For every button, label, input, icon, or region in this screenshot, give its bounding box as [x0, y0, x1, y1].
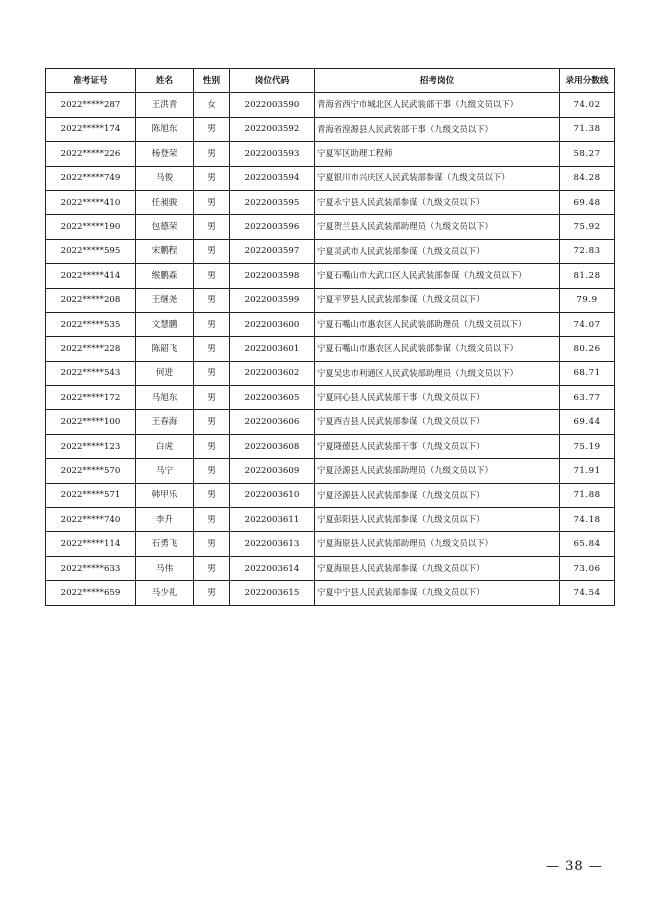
- cell-score: 71.91: [560, 459, 615, 483]
- table-row: [46, 288, 615, 312]
- cell-exam-id: 2022*****123: [46, 434, 136, 458]
- table-row: [46, 410, 615, 434]
- table-row: [46, 264, 615, 288]
- cell-name: 任昶骏: [136, 190, 194, 214]
- cell-name: 马俊: [136, 166, 194, 190]
- cell-name: 白虎: [136, 434, 194, 458]
- table-row: [46, 142, 615, 166]
- cell-post-code: 2022003595: [230, 190, 315, 214]
- cell-gender: 男: [194, 264, 230, 288]
- cell-post: 青海省湟源县人民武装部干事（九级文员以下）: [315, 117, 560, 141]
- cell-post: 宁夏石嘴山市惠农区人民武装部参谋（九级文员以下）: [315, 337, 560, 361]
- cell-score: 74.02: [560, 93, 615, 117]
- cell-score: 71.38: [560, 117, 615, 141]
- page-number: — 38 —: [546, 859, 603, 874]
- cell-exam-id: 2022*****226: [46, 142, 136, 166]
- cell-score: 63.77: [560, 386, 615, 410]
- table-row: [46, 239, 615, 263]
- cell-gender: 男: [194, 239, 230, 263]
- cell-score: 58.27: [560, 142, 615, 166]
- cell-gender: 男: [194, 312, 230, 336]
- cell-exam-id: 2022*****228: [46, 337, 136, 361]
- cell-gender: 男: [194, 410, 230, 434]
- cell-post: 宁夏中宁县人民武装部参谋（九级文员以下）: [315, 581, 560, 605]
- cell-score: 84.28: [560, 166, 615, 190]
- cell-post-code: 2022003594: [230, 166, 315, 190]
- cell-gender: 女: [194, 93, 230, 117]
- cell-post-code: 2022003598: [230, 264, 315, 288]
- table-row: [46, 312, 615, 336]
- table-row: [46, 361, 615, 385]
- cell-gender: 男: [194, 117, 230, 141]
- cell-post-code: 2022003599: [230, 288, 315, 312]
- cell-name: 马宁: [136, 459, 194, 483]
- cell-name: 马伟: [136, 556, 194, 580]
- table-row: [46, 117, 615, 141]
- cell-exam-id: 2022*****633: [46, 556, 136, 580]
- cell-score: 75.92: [560, 215, 615, 239]
- cell-post: 宁夏银川市兴庆区人民武装部参谋（九级文员以下）: [315, 166, 560, 190]
- cell-post-code: 2022003596: [230, 215, 315, 239]
- cell-score: 68.71: [560, 361, 615, 385]
- cell-post: 宁夏同心县人民武装部干事（九级文员以下）: [315, 386, 560, 410]
- cell-post: 宁夏石嘴山市大武口区人民武装部参谋（九级文员以下）: [315, 264, 560, 288]
- header-post-code: 岗位代码: [230, 69, 315, 93]
- cell-post-code: 2022003611: [230, 508, 315, 532]
- cell-score: 80.26: [560, 337, 615, 361]
- cell-exam-id: 2022*****535: [46, 312, 136, 336]
- cell-post-code: 2022003597: [230, 239, 315, 263]
- cell-gender: 男: [194, 288, 230, 312]
- cell-name: 韩甲乐: [136, 483, 194, 507]
- table-row: [46, 581, 615, 605]
- cell-gender: 男: [194, 386, 230, 410]
- cell-exam-id: 2022*****287: [46, 93, 136, 117]
- cell-score: 75.19: [560, 434, 615, 458]
- cell-name: 马少礼: [136, 581, 194, 605]
- header-score: 录用分数线: [560, 69, 615, 93]
- cell-post: 宁夏平罗县人民武装部参谋（九级文员以下）: [315, 288, 560, 312]
- cell-name: 何进: [136, 361, 194, 385]
- cell-exam-id: 2022*****190: [46, 215, 136, 239]
- table-row: [46, 434, 615, 458]
- cell-score: 74.07: [560, 312, 615, 336]
- cell-gender: 男: [194, 581, 230, 605]
- cell-gender: 男: [194, 434, 230, 458]
- header-exam-id: 准考证号: [46, 69, 136, 93]
- cell-gender: 男: [194, 142, 230, 166]
- cell-post-code: 2022003593: [230, 142, 315, 166]
- cell-post-code: 2022003590: [230, 93, 315, 117]
- cell-post-code: 2022003613: [230, 532, 315, 556]
- cell-exam-id: 2022*****740: [46, 508, 136, 532]
- cell-gender: 男: [194, 337, 230, 361]
- table-row: [46, 190, 615, 214]
- cell-post-code: 2022003608: [230, 434, 315, 458]
- cell-post: 宁夏吴忠市利通区人民武装部助理员（九级文员以下）: [315, 361, 560, 385]
- cell-score: 69.48: [560, 190, 615, 214]
- cell-name: 包德荣: [136, 215, 194, 239]
- cell-post: 宁夏海原县人民武装部助理员（九级文员以下）: [315, 532, 560, 556]
- cell-post-code: 2022003609: [230, 459, 315, 483]
- cell-post: 宁夏海原县人民武装部参谋（九级文员以下）: [315, 556, 560, 580]
- cell-name: 王春海: [136, 410, 194, 434]
- cell-name: 文慧鹏: [136, 312, 194, 336]
- cell-post: 宁夏西吉县人民武装部参谋（九级文员以下）: [315, 410, 560, 434]
- table-row: [46, 386, 615, 410]
- cell-score: 72.83: [560, 239, 615, 263]
- cell-score: 74.18: [560, 508, 615, 532]
- cell-post: 宁夏泾源县人民武装部参谋（九级文员以下）: [315, 483, 560, 507]
- table-row: [46, 166, 615, 190]
- cell-score: 81.28: [560, 264, 615, 288]
- table-row: [46, 215, 615, 239]
- cell-name: 陈韶飞: [136, 337, 194, 361]
- cell-gender: 男: [194, 166, 230, 190]
- table-row: [46, 556, 615, 580]
- cell-gender: 男: [194, 483, 230, 507]
- cell-name: 王洪青: [136, 93, 194, 117]
- results-table-container: [45, 68, 614, 606]
- cell-score: 71.88: [560, 483, 615, 507]
- cell-exam-id: 2022*****595: [46, 239, 136, 263]
- cell-exam-id: 2022*****208: [46, 288, 136, 312]
- table-row: [46, 508, 615, 532]
- cell-post-code: 2022003605: [230, 386, 315, 410]
- table-row: [46, 483, 615, 507]
- cell-gender: 男: [194, 459, 230, 483]
- cell-name: 杨登荣: [136, 142, 194, 166]
- cell-name: 陈旭东: [136, 117, 194, 141]
- cell-post: 宁夏彭阳县人民武装部参谋（九级文员以下）: [315, 508, 560, 532]
- cell-post-code: 2022003614: [230, 556, 315, 580]
- cell-post: 宁夏军区助理工程师: [315, 142, 560, 166]
- cell-post-code: 2022003606: [230, 410, 315, 434]
- cell-post: 宁夏贺兰县人民武装部助理员（九级文员以下）: [315, 215, 560, 239]
- cell-exam-id: 2022*****543: [46, 361, 136, 385]
- cell-post-code: 2022003601: [230, 337, 315, 361]
- table-header-row: [46, 69, 615, 93]
- cell-name: 石勇飞: [136, 532, 194, 556]
- cell-gender: 男: [194, 361, 230, 385]
- cell-post-code: 2022003600: [230, 312, 315, 336]
- cell-exam-id: 2022*****570: [46, 459, 136, 483]
- cell-score: 74.54: [560, 581, 615, 605]
- cell-post: 宁夏永宁县人民武装部参谋（九级文员以下）: [315, 190, 560, 214]
- cell-post: 宁夏隆德县人民武装部干事（九级文员以下）: [315, 434, 560, 458]
- table-row: [46, 459, 615, 483]
- cell-exam-id: 2022*****114: [46, 532, 136, 556]
- cell-post-code: 2022003592: [230, 117, 315, 141]
- cell-name: 王继尧: [136, 288, 194, 312]
- cell-name: 李升: [136, 508, 194, 532]
- table-row: [46, 532, 615, 556]
- cell-exam-id: 2022*****100: [46, 410, 136, 434]
- cell-score: 65.84: [560, 532, 615, 556]
- cell-exam-id: 2022*****172: [46, 386, 136, 410]
- cell-gender: 男: [194, 532, 230, 556]
- cell-post: 宁夏灵武市人民武装部参谋（九级文员以下）: [315, 239, 560, 263]
- cell-name: 缑鹏森: [136, 264, 194, 288]
- cell-post-code: 2022003615: [230, 581, 315, 605]
- cell-post: 青海省西宁市城北区人民武装部干事（九级文员以下）: [315, 93, 560, 117]
- table-row: [46, 337, 615, 361]
- cell-post-code: 2022003602: [230, 361, 315, 385]
- results-table: [45, 68, 615, 606]
- cell-score: 69.44: [560, 410, 615, 434]
- cell-exam-id: 2022*****410: [46, 190, 136, 214]
- cell-post: 宁夏泾源县人民武装部助理员（九级文员以下）: [315, 459, 560, 483]
- cell-gender: 男: [194, 556, 230, 580]
- header-post: 招考岗位: [315, 69, 560, 93]
- cell-score: 79.9: [560, 288, 615, 312]
- cell-exam-id: 2022*****414: [46, 264, 136, 288]
- cell-exam-id: 2022*****749: [46, 166, 136, 190]
- cell-post: 宁夏石嘴山市惠农区人民武装部助理员（九级文员以下）: [315, 312, 560, 336]
- cell-score: 73.06: [560, 556, 615, 580]
- cell-gender: 男: [194, 190, 230, 214]
- cell-exam-id: 2022*****571: [46, 483, 136, 507]
- cell-post-code: 2022003610: [230, 483, 315, 507]
- cell-name: 宋鹏程: [136, 239, 194, 263]
- cell-gender: 男: [194, 215, 230, 239]
- cell-name: 马旭东: [136, 386, 194, 410]
- table-row: [46, 93, 615, 117]
- table-body: [46, 93, 615, 605]
- header-name: 姓名: [136, 69, 194, 93]
- header-gender: 性别: [194, 69, 230, 93]
- cell-exam-id: 2022*****659: [46, 581, 136, 605]
- cell-exam-id: 2022*****174: [46, 117, 136, 141]
- cell-gender: 男: [194, 508, 230, 532]
